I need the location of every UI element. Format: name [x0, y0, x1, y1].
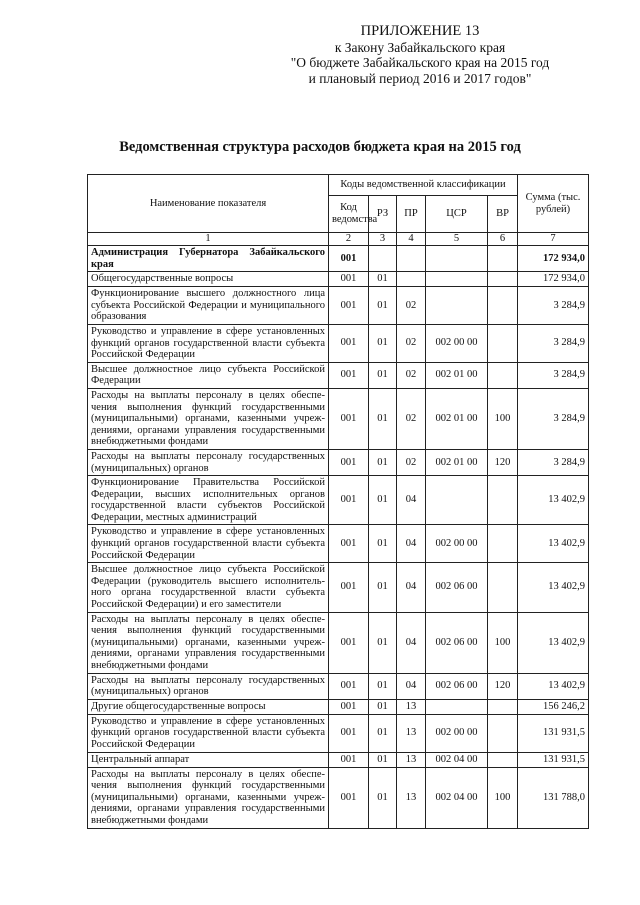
column-number: 1: [88, 233, 329, 246]
row-vr-code: [488, 362, 518, 388]
row-csr-code: 002 04 00: [426, 752, 488, 767]
row-name: Расходы на выплаты персоналу государственных (муниципальных) органов: [88, 673, 329, 699]
row-rz-code: 01: [369, 449, 397, 475]
row-pr-code: [397, 272, 426, 287]
row-pr-code: 04: [397, 476, 426, 525]
row-csr-code: [426, 699, 488, 714]
row-pr-code: 13: [397, 714, 426, 752]
table-row: [88, 324, 589, 362]
table-row: [88, 388, 589, 449]
row-pr-code: 02: [397, 449, 426, 475]
row-name: Расходы на выплаты персоналу в целях обеспечения выполнения функций государственными (муниципальными) органами, казенными учреждениями, органами управления государственными внебюджетными фондами: [88, 612, 329, 673]
appendix-law-title-line2: и плановый период 2016 и 2017 годов": [308, 70, 532, 86]
header-codes: Коды ведомственной классификации: [329, 175, 518, 196]
row-sum: 172 934,0: [518, 272, 589, 287]
row-pr-code: 04: [397, 673, 426, 699]
row-vr-code: 120: [488, 449, 518, 475]
row-rz-code: 01: [369, 767, 397, 828]
table-row: [88, 476, 589, 525]
header-csr: ЦСР: [426, 196, 488, 233]
row-name: Функционирование высшего должностного лица субъекта Российской Федерации и муниципального образования: [88, 287, 329, 325]
row-sum: 3 284,9: [518, 449, 589, 475]
row-rz-code: 01: [369, 388, 397, 449]
table-row: [88, 362, 589, 388]
table-row: [88, 673, 589, 699]
row-vr-code: [488, 525, 518, 563]
row-pr-code: 04: [397, 525, 426, 563]
column-number: 7: [518, 233, 589, 246]
row-sum: 172 934,0: [518, 246, 589, 272]
row-ved-code: 001: [329, 324, 369, 362]
row-ved-code: 001: [329, 272, 369, 287]
row-vr-code: [488, 714, 518, 752]
row-sum: 3 284,9: [518, 324, 589, 362]
table-row: [88, 246, 589, 272]
column-number: 6: [488, 233, 518, 246]
row-sum: 3 284,9: [518, 362, 589, 388]
row-rz-code: 01: [369, 272, 397, 287]
column-number: 4: [397, 233, 426, 246]
row-ved-code: 001: [329, 673, 369, 699]
row-csr-code: 002 06 00: [426, 673, 488, 699]
row-vr-code: [488, 752, 518, 767]
header-pr: ПР: [397, 196, 426, 233]
row-name: Руководство и управление в сфере установленных функций органов государственной власти субъекта Российской Федерации: [88, 714, 329, 752]
row-ved-code: 001: [329, 714, 369, 752]
row-ved-code: 001: [329, 246, 369, 272]
row-rz-code: 01: [369, 673, 397, 699]
table-row: [88, 767, 589, 828]
row-sum: 131 788,0: [518, 767, 589, 828]
row-name: Расходы на выплаты персоналу в целях обеспечения выполнения функций государственными (муниципальными) органами, казенными учреждениями, органами управления государственными внебюджетными фондами: [88, 388, 329, 449]
row-sum: 13 402,9: [518, 612, 589, 673]
row-csr-code: 002 06 00: [426, 563, 488, 612]
row-sum: 3 284,9: [518, 287, 589, 325]
table-row: [88, 272, 589, 287]
table-row: [88, 612, 589, 673]
table-row: [88, 714, 589, 752]
row-vr-code: [488, 324, 518, 362]
appendix-number: ПРИЛОЖЕНИЕ 13: [360, 23, 480, 39]
header-name: Наименование показателя: [88, 175, 329, 233]
row-name: Высшее должностное лицо субъекта Российской Федерации: [88, 362, 329, 388]
table-row: [88, 699, 589, 714]
row-pr-code: [397, 246, 426, 272]
appendix-law-line: к Закону Забайкальского края: [334, 39, 506, 55]
column-number: 2: [329, 233, 369, 246]
row-pr-code: 13: [397, 699, 426, 714]
row-vr-code: 100: [488, 612, 518, 673]
row-rz-code: 01: [369, 714, 397, 752]
row-rz-code: 01: [369, 362, 397, 388]
row-csr-code: 002 01 00: [426, 449, 488, 475]
row-pr-code: 04: [397, 612, 426, 673]
row-name: Другие общегосударственные вопросы: [88, 699, 329, 714]
table-row: [88, 752, 589, 767]
row-vr-code: [488, 699, 518, 714]
row-rz-code: 01: [369, 324, 397, 362]
row-vr-code: 100: [488, 767, 518, 828]
header-sum: Сумма (тыс. рублей): [518, 175, 589, 233]
row-csr-code: 002 06 00: [426, 612, 488, 673]
row-name: Высшее должностное лицо субъекта Российской Федерации (руководитель высшего исполнительного органа государственной власти субъекта Российской Федерации) и его заместители: [88, 563, 329, 612]
row-ved-code: 001: [329, 752, 369, 767]
row-ved-code: 001: [329, 699, 369, 714]
row-ved-code: 001: [329, 767, 369, 828]
column-number: 5: [426, 233, 488, 246]
row-csr-code: [426, 287, 488, 325]
row-sum: 131 931,5: [518, 714, 589, 752]
row-sum: 13 402,9: [518, 673, 589, 699]
row-csr-code: [426, 246, 488, 272]
row-sum: 13 402,9: [518, 563, 589, 612]
header-rz: РЗ: [369, 196, 397, 233]
row-ved-code: 001: [329, 563, 369, 612]
row-name: Функционирование Правительства Российской Федерации, высших исполнительных органов государственной власти субъектов Российской Федерации, местных администраций: [88, 476, 329, 525]
row-ved-code: 001: [329, 525, 369, 563]
row-sum: 3 284,9: [518, 388, 589, 449]
row-csr-code: [426, 476, 488, 525]
table-row: [88, 449, 589, 475]
row-pr-code: 02: [397, 388, 426, 449]
row-name: Общегосударственные вопросы: [88, 272, 329, 287]
appendix-law-title-line1: "О бюджете Забайкальского края на 2015 год: [290, 55, 550, 70]
row-rz-code: 01: [369, 699, 397, 714]
document-title: Ведомственная структура расходов бюджета края на 2015 год: [119, 139, 521, 155]
row-ved-code: 001: [329, 476, 369, 525]
row-name: Центральный аппарат: [88, 752, 329, 767]
row-ved-code: 001: [329, 362, 369, 388]
header-vr: ВР: [488, 196, 518, 233]
row-pr-code: 13: [397, 767, 426, 828]
row-csr-code: 002 01 00: [426, 362, 488, 388]
row-csr-code: [426, 272, 488, 287]
row-csr-code: 002 00 00: [426, 714, 488, 752]
table-header-row: [88, 175, 589, 196]
row-vr-code: [488, 272, 518, 287]
row-pr-code: 02: [397, 324, 426, 362]
row-rz-code: 01: [369, 525, 397, 563]
row-name: Руководство и управление в сфере установленных функций органов государственной власти субъекта Российской Федерации: [88, 324, 329, 362]
row-pr-code: 13: [397, 752, 426, 767]
row-csr-code: 002 00 00: [426, 324, 488, 362]
row-vr-code: [488, 246, 518, 272]
header-ved: Код ведомства: [329, 196, 369, 233]
row-csr-code: 002 00 00: [426, 525, 488, 563]
row-sum: 131 931,5: [518, 752, 589, 767]
table-row: [88, 563, 589, 612]
row-name: Администрация Губернатора Забайкальского края: [88, 246, 329, 272]
row-sum: 13 402,9: [518, 476, 589, 525]
row-rz-code: [369, 246, 397, 272]
row-vr-code: [488, 287, 518, 325]
row-rz-code: 01: [369, 612, 397, 673]
table-body: [88, 246, 589, 829]
row-rz-code: 01: [369, 752, 397, 767]
row-name: Расходы на выплаты персоналу в целях обеспечения выполнения функций государственными (муниципальными) органами, казенными учреждениями, органами управления государственными внебюджетными фондами: [88, 767, 329, 828]
budget-table: [87, 174, 589, 829]
appendix-header: [260, 24, 580, 86]
table-row: [88, 525, 589, 563]
table-row: [88, 287, 589, 325]
row-vr-code: [488, 563, 518, 612]
row-rz-code: 01: [369, 476, 397, 525]
row-name: Расходы на выплаты персоналу государственных (муниципальных) органов: [88, 449, 329, 475]
row-csr-code: 002 01 00: [426, 388, 488, 449]
row-ved-code: 001: [329, 287, 369, 325]
column-number-row: [88, 233, 589, 246]
row-sum: 13 402,9: [518, 525, 589, 563]
row-pr-code: 02: [397, 287, 426, 325]
row-ved-code: 001: [329, 449, 369, 475]
row-rz-code: 01: [369, 287, 397, 325]
row-rz-code: 01: [369, 563, 397, 612]
row-name: Руководство и управление в сфере установленных функций органов государственной власти субъекта Российской Федерации: [88, 525, 329, 563]
row-ved-code: 001: [329, 612, 369, 673]
row-sum: 156 246,2: [518, 699, 589, 714]
row-vr-code: 100: [488, 388, 518, 449]
row-csr-code: 002 04 00: [426, 767, 488, 828]
row-vr-code: 120: [488, 673, 518, 699]
row-pr-code: 02: [397, 362, 426, 388]
column-number: 3: [369, 233, 397, 246]
row-pr-code: 04: [397, 563, 426, 612]
row-vr-code: [488, 476, 518, 525]
row-ved-code: 001: [329, 388, 369, 449]
